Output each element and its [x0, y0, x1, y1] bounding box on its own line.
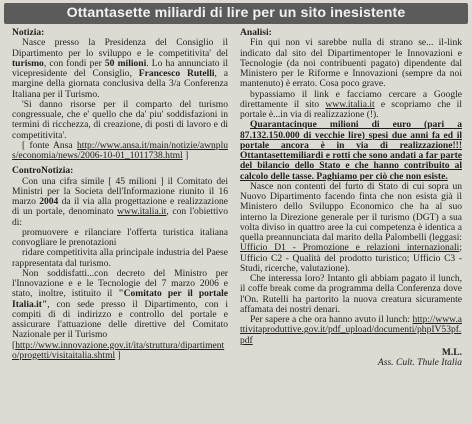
signature-name: M.L. [441, 346, 462, 358]
paragraph-highlight: Quarantacinque milioni di euro (pari a 87.132.150.000 di vecchie lire) spesi due anni fa ed il portale ancora è in via di realizzazione!!! Ottantasettemiliardi e rotti che sono andati a far parte del bilancio dello Stato e che hanno contribuito al calcolo delle tasse. Paghiamo per ciò che non esiste. [240, 119, 462, 182]
left-column [4, 28, 234, 368]
ufficio-d1-link[interactable]: Ufficio D1 - Promozione e relazioni internazionali [240, 242, 460, 254]
heading-notizia: Notizia: [12, 27, 45, 38]
paragraph-objective-2: ridare competitivita alla principale industria del Paese rappresentata dal turismo. [12, 247, 228, 269]
paragraph-contronotizia: Con una cifra simile [ 45 milioni ] il Comitato dei Ministri per la Societa dell'Informazione riunito il 16 marzo 2004 da il via alla progettazione e realizzazione di un portale, denominato www.italia.it, con l'obiettivo di: [12, 175, 228, 228]
paragraph-notizia: Nasce presso la Presidenza del Consiglio il Dipartimento per lo sviluppo e le competitivita' del turismo, con fondi per 50 milioni. Lo ha annunciato il vicepresidente del Consiglio, Francesco Rutelli, a margine della giornata conclusiva della 3/a Conferenza Italiana per il Turismo. [12, 37, 228, 100]
source-ansa: [ fonte Ansa http://www.ansa.it/main/notizie/awnplus/economia/news/2006-10-01_1011738.html ] [12, 139, 228, 161]
paragraph-objective-1: promuovere e rilanciare l'offerta turistica italiana convogliare le prenotazioni [12, 226, 228, 248]
heading-contronotizia: ControNotizia: [12, 165, 74, 177]
heading-analisi: Analisi: [240, 27, 272, 38]
article-body [4, 28, 468, 368]
paragraph-dipartimento: Nasce non contenti del furto di Stato di cui sopra un Nuovo Dipartimento facendo finta che non esista già il Ministero dello Sviluppo Economico che ha al suo interno la Direzione generale per il turismo (DGT) a sua volta diviso in quattro aree la cui competenza è identica a quella preannunciata dal marito della Palombelli (leggasi: Ufficio D1 - Promozione e relazioni internazionali; Ufficio C2 - Qualità del prodotto turistico; Ufficio C3 - Studi, ricerche, valutazione). [240, 180, 462, 274]
italia-link-2[interactable]: www.italia.it [325, 98, 375, 110]
pdf-link[interactable]: http://www.attivitaproduttive.gov.it/pdf_upload/documenti/phpIV53pf.pdf [240, 314, 462, 346]
right-column [234, 28, 468, 368]
paragraph-analisi: Fin qui non vi sarebbe nulla di strano se... il-link indicato dal sito del Dipartimentoper le Innovazioni e Tecnologie (da noi contribuenti pagato) dipendente dal Ministero per le Riforme e Innovazioni (sempre da noi mantenuto) è errato. Cosa poco grave. [240, 37, 462, 90]
paragraph-google: bypassiamo il link e facciamo cercare a Google direttamente il sito www.italia.it e scopriamo che il portale è...in via di realizzazione (!). [240, 88, 462, 120]
paragraph-quote: 'Si danno risorse per il comparto del turismo congressuale, che e' quello che da' piu' soddisfazioni in termini di ricchezza, di creazione, di posti di lavoro e di competitivita'. [12, 98, 228, 141]
ansa-link[interactable]: http://www.ansa.it/main/notizie/awnplus/economia/news/2006-10-01_1011738.html [12, 139, 228, 161]
paragraph-pdf: Per sapere a che ora hanno avuto il lunch: http://www.attivitaproduttive.gov.it/pdf_upload/documenti/phpIV53pf.pdf [240, 314, 462, 346]
source-innovazione: [http://www.innovazione.gov.it/ita/struttura/dipartimento/progetti/visitaitalia.shtml ] [12, 339, 225, 361]
paragraph-lunch: Che interessa loro? Intanto gli abbiam pagato il lunch, il coffe break come da programma della Conferenza dove l'On. Rutelli ha partorito la nuova creatura sicuramente affamata dei nostri denari. [240, 273, 462, 315]
italia-link[interactable]: www.italia.it [117, 206, 167, 218]
signature-association: Ass. Cult. Thule Italia [377, 357, 462, 368]
article-title: Ottantasette miliardi di lire per un sito inesistente [4, 3, 468, 24]
innovazione-link[interactable]: http://www.innovazione.gov.it/ita/struttura/dipartimento/progetti/visitaitalia.shtml [12, 339, 225, 361]
paragraph-decreto: Non soddisfatti...con decreto del Ministro per l'Innovazione e e le Tecnologie del 7 marzo 2006 e stato, inoltre, istituito il "Comitato per il portale Italia.it", con sede presso il Dipartimento, con i compiti di di indirizzo e controllo del portale e assicurare l'attuazione delle direttive del Comitato Nazionale per il Turismo [12, 267, 228, 341]
signature [240, 348, 462, 369]
